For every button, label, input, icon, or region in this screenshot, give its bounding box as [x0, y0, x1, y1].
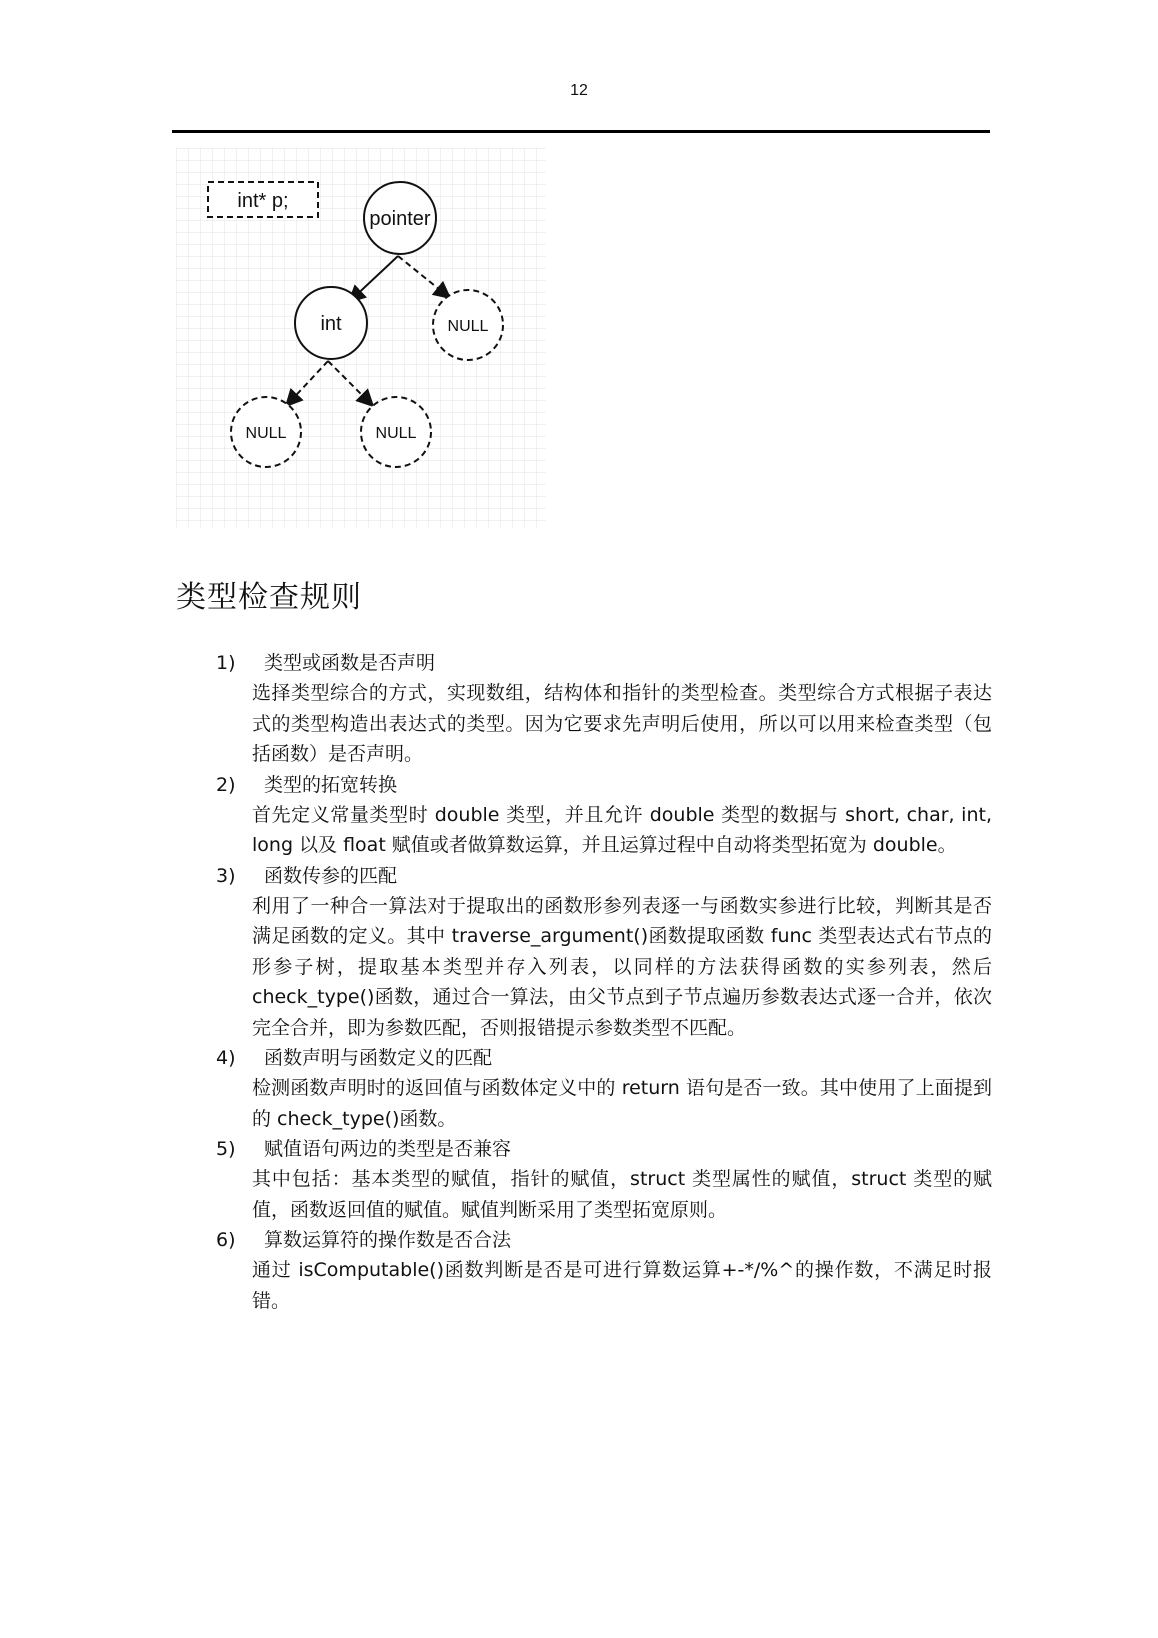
rule-item: [216, 1225, 992, 1316]
rule-item: [216, 648, 992, 770]
rule-number: 4): [216, 1047, 236, 1069]
rule-item: [216, 1043, 992, 1134]
type-tree-figure: [176, 148, 546, 528]
rule-title: 算数运算符的操作数是否合法: [264, 1229, 512, 1251]
rule-body: 通过 isComputable()函数判断是否是可进行算数运算+-*/%^的操作数，不满足时报错。: [252, 1259, 992, 1312]
node-null-left-left-label: NULL: [245, 425, 287, 442]
rule-body: 利用了一种合一算法对于提取出的函数形参列表逐一与函数实参进行比较，判断其是否满足函数的定义。其中 traverse_argument()函数提取函数 func 类型表达式右节点的形参子树，提取基本类型并存入列表，以同样的方法获得函数的实参列表，然后 check_type()函数，通过合一算法，由父节点到子节点遍历参数表达式逐一合并，依次完全合并，即为参数匹配，否则报错提示参数类型不匹配。: [252, 894, 992, 1039]
header-rule: [172, 130, 990, 133]
type-tree-diagram: [176, 148, 546, 528]
rule-number: 2): [216, 773, 236, 796]
node-pointer-label: pointer: [369, 208, 431, 230]
rule-item: [216, 1134, 992, 1225]
node-null-right-label: NULL: [447, 318, 489, 335]
rule-list: [216, 648, 992, 1316]
rule-item: [216, 770, 992, 861]
rule-body: 其中包括：基本类型的赋值，指针的赋值，struct 类型属性的赋值，struct 类型的赋值，函数返回值的赋值。赋值判断采用了类型拓宽原则。: [252, 1168, 992, 1221]
rule-body: 选择类型综合的方式，实现数组，结构体和指针的类型检查。类型综合方式根据子表达式的类型构造出表达式的类型。因为它要求先声明后使用，所以可以用来检查类型（包括函数）是否声明。: [252, 682, 992, 765]
rule-title: 类型的拓宽转换: [264, 773, 398, 796]
section-title: 类型检查规则: [176, 580, 362, 615]
node-null-left-right-label: NULL: [375, 425, 417, 442]
declaration-text: int* p;: [237, 190, 289, 212]
rule-number: 5): [216, 1138, 236, 1160]
rule-body: 检测函数声明时的返回值与函数体定义中的 return 语句是否一致。其中使用了上面提到的 check_type()函数。: [252, 1077, 992, 1130]
node-int-label: int: [320, 313, 342, 335]
rule-title: 函数传参的匹配: [264, 864, 398, 887]
rule-title: 赋值语句两边的类型是否兼容: [264, 1138, 512, 1160]
rule-title: 类型或函数是否声明: [264, 652, 436, 674]
rule-number: 1): [216, 652, 236, 674]
rule-number: 6): [216, 1229, 236, 1251]
rule-title: 函数声明与函数定义的匹配: [264, 1047, 493, 1069]
page-number: 12: [570, 82, 588, 99]
rule-body: 首先定义常量类型时 double 类型，并且允许 double 类型的数据与 short, char, int, long 以及 float 赋值或者做算数运算，并且运算过程中自动将类型拓宽为 double。: [252, 803, 992, 856]
rule-number: 3): [216, 864, 236, 887]
rule-item: [216, 861, 992, 1044]
